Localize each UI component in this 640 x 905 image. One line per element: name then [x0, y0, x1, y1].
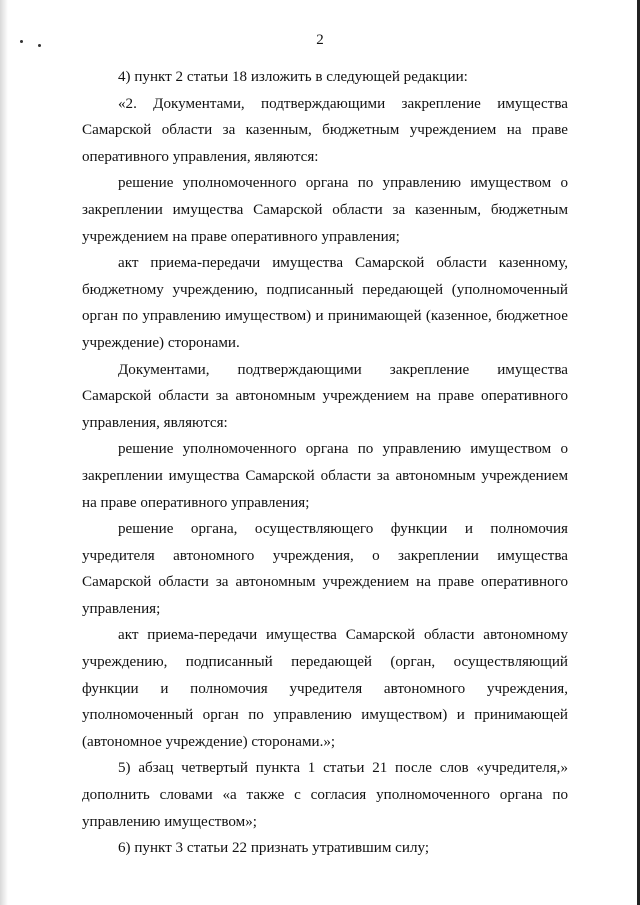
paragraph: Документами, подтверждающими закрепление имущества Самарской области за автономным учреждением на праве оперативного управления, являются:	[82, 361, 568, 431]
page-number: 2	[316, 32, 324, 48]
document-body	[82, 64, 568, 862]
paragraph: 5) абзац четвертый пункта 1 статьи 21 после слов «учредителя,» дополнить словами «а также с согласия уполномоченного органа по управлению имуществом»;	[82, 760, 568, 830]
paragraph: акт приема-передачи имущества Самарской области казенному, бюджетному учреждению, подписанный передающей (уполномоченный орган по управлению имуществом) и принимающей (казенное, бюджетное учреждение) сторонами.	[82, 255, 568, 351]
paragraph: решение уполномоченного органа по управлению имуществом о закреплении имущества Самарской области за казенным, бюджетным учреждением на праве оперативного управления;	[82, 175, 568, 245]
paragraph: акт приема-передачи имущества Самарской области автономному учреждению, подписанный передающей (орган, осуществляющий функции и полномочия учредителя автономного учреждения, уполномоченный орган по управлению имуществом) и принимающей (автономное учреждение) сторонами.»;	[82, 627, 568, 750]
paragraph: решение уполномоченного органа по управлению имуществом о закреплении имущества Самарской области за автономным учреждением на праве оперативного управления;	[82, 441, 568, 511]
paragraph: решение органа, осуществляющего функции и полномочия учредителя автономного учреждения, о закреплении имущества Самарской области за автономным учреждением на праве оперативного управления;	[82, 521, 568, 617]
paragraph: 6) пункт 3 статьи 22 признать утратившим силу;	[118, 840, 430, 857]
paragraph: 4) пункт 2 статьи 18 изложить в следующей редакции:	[118, 69, 468, 85]
scan-left-edge	[0, 0, 8, 905]
paragraph: «2. Документами, подтверждающими закрепление имущества Самарской области за казенным, бюджетным учреждением на праве оперативного управления, являются:	[82, 95, 568, 165]
